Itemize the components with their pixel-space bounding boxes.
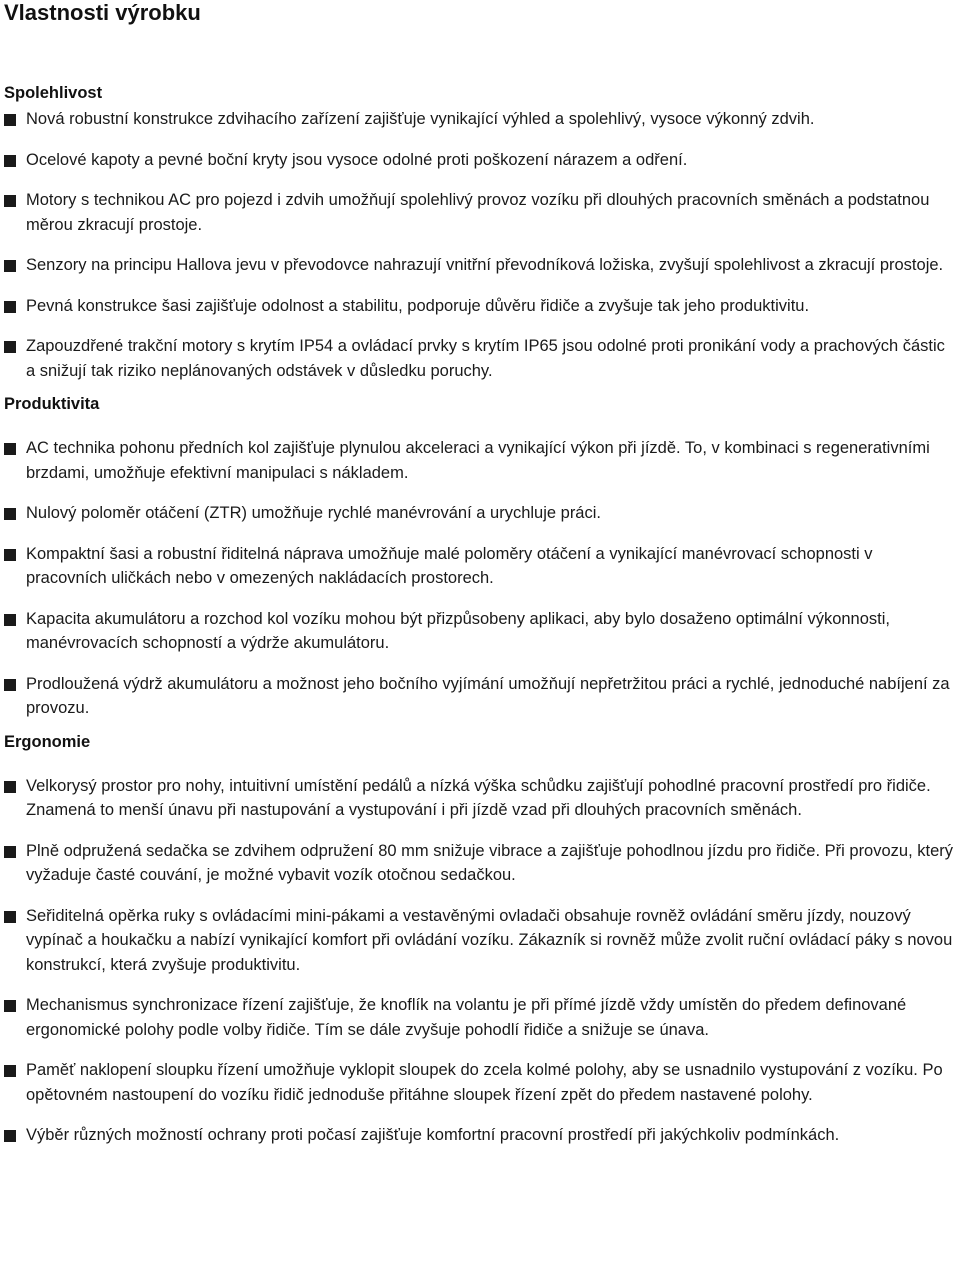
list-item [4, 1058, 956, 1107]
list-item-text: Velkorysý prostor pro nohy, intuitivní umístění pedálů a nízká výška schůdku zajišťují pohodlné pracovní prostředí pro řidiče. Znamená to menší únavu při nastupování a vystupování i při jízdě vzad při dlouhých pracovních směnách. [26, 776, 931, 819]
list-item [4, 1123, 956, 1148]
list-item-text: Motory s technikou AC pro pojezd i zdvih umožňují spolehlivý provoz vozíku při dlouhých pracovních směnách a podstatnou měrou zkracují prostoje. [26, 191, 930, 234]
square-bullet-icon [4, 679, 16, 691]
list-item [4, 672, 956, 721]
list-item-text: AC technika pohonu předních kol zajišťuje plynulou akceleraci a vynikající výkon při jízdě. To, v kombinaci s regenerativními brzdami, umožňuje efektivní manipulaci s nákladem. [26, 439, 930, 482]
list-item-text: Pevná konstrukce šasi zajišťuje odolnost a stabilitu, podporuje důvěru řidiče a zvyšuje tak jeho produktivitu. [26, 296, 810, 315]
list-item [4, 839, 956, 888]
square-bullet-icon [4, 781, 16, 793]
section-list-spolehlivost [4, 107, 956, 383]
list-item [4, 993, 956, 1042]
list-item [4, 542, 956, 591]
list-item [4, 501, 956, 526]
square-bullet-icon [4, 1065, 16, 1077]
list-item-text: Prodloužená výdrž akumulátoru a možnost jeho bočního vyjímání umožňují nepřetržitou práci a rychlé, jednoduché nabíjení za provozu. [26, 674, 950, 717]
list-item-text: Ocelové kapoty a pevné boční kryty jsou vysoce odolné proti poškození nárazem a odření. [26, 150, 688, 169]
list-item-text: Nulový poloměr otáčení (ZTR) umožňuje rychlé manévrování a urychluje práci. [26, 504, 601, 522]
square-bullet-icon [4, 195, 16, 207]
square-bullet-icon [4, 1000, 16, 1012]
section-title-ergonomie: Ergonomie [4, 732, 91, 751]
page-title: Vlastnosti výrobku [4, 0, 201, 25]
list-item [4, 253, 956, 278]
square-bullet-icon [4, 301, 16, 313]
square-bullet-icon [4, 155, 16, 167]
section-list-produktivita [4, 436, 956, 721]
list-item [4, 148, 956, 173]
list-item [4, 188, 956, 237]
section-title-spolehlivost: Spolehlivost [4, 84, 103, 102]
square-bullet-icon [4, 614, 16, 626]
list-item [4, 107, 956, 132]
square-bullet-icon [4, 443, 16, 455]
list-item-text: Senzory na principu Hallova jevu v převodovce nahrazují vnitřní převodníková ložiska, zvyšují spolehlivost a zkracují prostoje. [26, 256, 944, 274]
section-list-ergonomie [4, 774, 956, 1148]
list-item-text: Seřiditelná opěrka ruky s ovládacími mini-pákami a vestavěnými ovladači obsahuje rovněž ovládání směru jízdy, nouzový vypínač a houkačku a nabízí vynikající komfort při ovládání vozíku. Zákazník si rovněž může zvolit ruční ovládací páky s novou konstrukcí, která zvyšuje produktivitu. [26, 906, 953, 974]
section-title-produktivita: Produktivita [4, 395, 100, 413]
list-item-text: Nová robustní konstrukce zdvihacího zařízení zajišťuje vynikající výhled a spolehlivý, vysoce výkonný zdvih. [26, 110, 815, 128]
square-bullet-icon [4, 911, 16, 923]
square-bullet-icon [4, 549, 16, 561]
list-item-text: Zapouzdřené trakční motory s krytím IP54 a ovládací prvky s krytím IP65 jsou odolné proti pronikání vody a prachových částic a snižují tak riziko neplánovaných odstávek v důsledku poruchy. [26, 337, 945, 380]
square-bullet-icon [4, 508, 16, 520]
list-item [4, 334, 956, 383]
list-item [4, 607, 956, 656]
square-bullet-icon [4, 846, 16, 858]
list-item-text: Výběr různých možností ochrany proti počasí zajišťuje komfortní pracovní prostředí při jakýchkoliv podmínkách. [26, 1126, 840, 1144]
list-item [4, 436, 956, 485]
square-bullet-icon [4, 341, 16, 353]
square-bullet-icon [4, 114, 16, 126]
list-item-text: Mechanismus synchronizace řízení zajišťuje, že knoflík na volantu je při přímé jízdě vždy umístěn do předem definované ergonomické polohy podle volby řidiče. Tím se dále zvyšuje pohodlí řidiče a snižuje se únava. [26, 996, 907, 1039]
square-bullet-icon [4, 260, 16, 272]
square-bullet-icon [4, 1130, 16, 1142]
list-item-text: Kompaktní šasi a robustní řiditelná náprava umožňuje malé poloměry otáčení a vynikající manévrovací schopnosti v pracovních uličkách nebo v omezených nakládacích prostorech. [26, 544, 873, 587]
list-item-text: Kapacita akumulátoru a rozchod kol vozíku mohou být přizpůsobeny aplikaci, aby bylo dosaženo optimální výkonnosti, manévrovacích schopností a výdrže akumulátoru. [26, 609, 890, 652]
list-item-text: Plně odpružená sedačka se zdvihem odpružení 80 mm snižuje vibrace a zajišťuje pohodlnou jízdu pro řidiče. Při provozu, který vyžaduje časté couvání, je možné vybavit vozík otočnou sedačkou. [26, 841, 954, 884]
list-item-text: Paměť naklopení sloupku řízení umožňuje vyklopit sloupek do zcela kolmé polohy, aby se usnadnilo vystupování z vozíku. Po opětovném nastoupení do vozíku řidič jednoduše přitáhne sloupek řízení zpět do předem nastavené polohy. [26, 1061, 943, 1104]
list-item [4, 294, 956, 319]
list-item [4, 774, 956, 823]
list-item [4, 904, 956, 978]
